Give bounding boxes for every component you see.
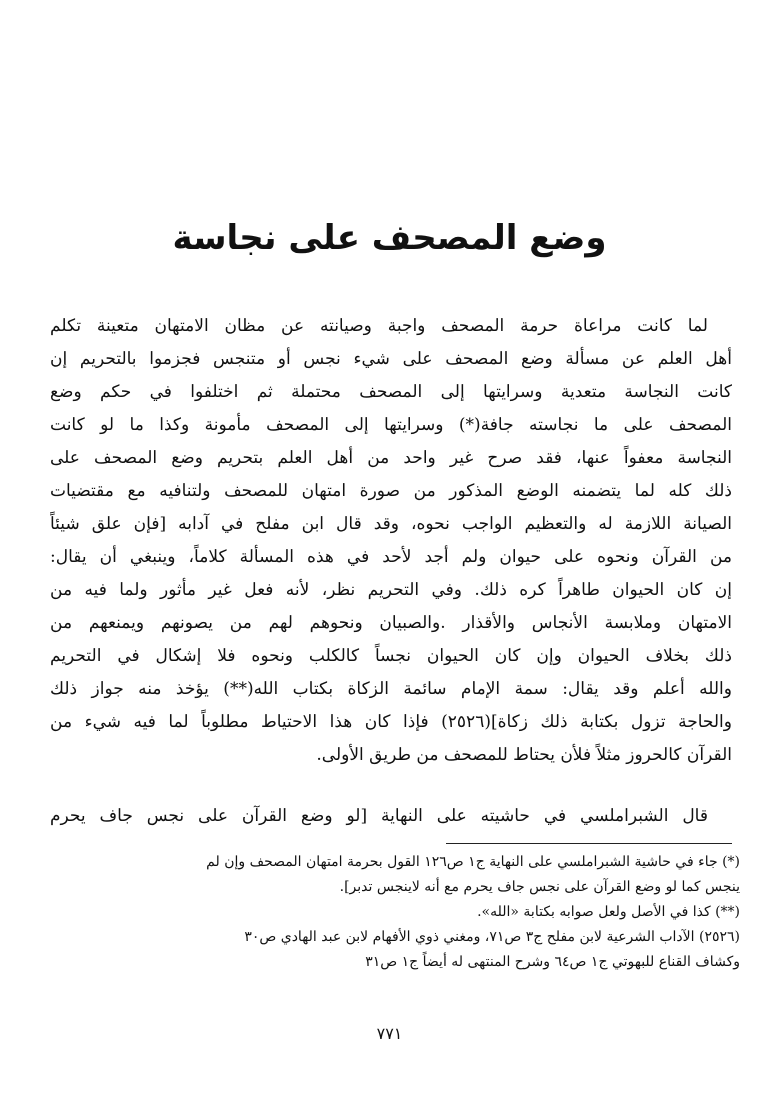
text-line: ذلك كله لما يتضمنه الوضع المذكور من صورة امتهان للمصحف ولتنافيه مع مقتضيات — [50, 481, 732, 501]
main-paragraph — [50, 310, 732, 772]
footnote-divider — [446, 843, 732, 844]
text-line: قال الشبراملسي في حاشيته على النهاية [لو وضع القرآن على نجس جاف يحرم — [50, 806, 708, 826]
page-title: وضع المصحف على نجاسة — [172, 218, 607, 258]
footnote-line: (٢٥٢٦) الآداب الشرعية لابن مفلح ج٣ ص٧١، ومغني ذوي الأفهام لابن عبد الهادي ص٣٠ — [244, 929, 740, 945]
text-line: كانت النجاسة متعدية وسرايتها إلى المصحف محتملة ثم اختلفوا في حكم وضع — [50, 382, 732, 402]
footnotes — [50, 850, 740, 975]
footnote-line: ينجس كما لو وضع القرآن على نجس جاف يحرم مع أنه لاينجس تدبر]. — [339, 879, 740, 895]
text-line: الامتهان وملابسة الأنجاس والأقذار .والصبيان ونحوهم لهم من يصونهم ويمنعهم من — [50, 613, 732, 633]
text-line: إن كان الحيوان طاهراً كره ذلك. وفي التحريم نظر، لأنه فعل غير مأثور ولما فيه من — [50, 580, 732, 600]
text-line: والله أعلم وقد يقال: سمة الإمام سائمة الزكاة بكتاب الله(**) يؤخذ منه جواز ذلك — [50, 679, 732, 699]
footnote-line: وكشاف القناع للبهوتي ج١ ص٦٤ وشرح المنتهى له أيضاً ج١ ص٣١ — [365, 954, 740, 970]
page-number: ٧٧١ — [376, 1024, 403, 1043]
footnote-line: (*) جاء في حاشية الشبراملسي على النهاية ج١ ص١٢٦ القول بحرمة امتهان المصحف وإن لم — [206, 854, 740, 870]
text-line: ذلك بخلاف الحيوان وإن كان الحيوان نجساً كالكلب ونحوه فلا إشكال في التحريم — [50, 646, 732, 666]
text-line: لما كانت مراعاة حرمة المصحف واجبة وصيانته عن مظان الامتهان متعينة تكلم — [50, 316, 708, 336]
text-line: القرآن كالحروز مثلاً فلأن يحتاط للمصحف من طريق الأولى. — [316, 745, 732, 765]
text-line: أهل العلم عن مسألة وضع المصحف على شيء نجس أو متنجس فجزموا بالتحريم إن — [50, 349, 732, 369]
text-line: النجاسة معفواً عنها، فقد صرح غير واحد من أهل العلم بتحريم وضع المصحف على — [50, 448, 732, 468]
text-line: المصحف على ما نجاسته جافة(*) وسرايتها إلى المصحف مأمونة وكذا ما لو كانت — [50, 415, 732, 435]
footnote-line: (**) كذا في الأصل ولعل صوابه بكتابة «الله». — [477, 904, 740, 920]
text-line: من القرآن ونحوه على حيوان ولم أجد لأحد في هذه المسألة كلاماً، وينبغي أن يقال: — [50, 547, 732, 567]
text-line: الصيانة اللازمة له والتعظيم الواجب نحوه، وقد قال ابن مفلح في آدابه [فإن علق شيئاً — [50, 514, 732, 534]
second-paragraph — [50, 800, 732, 833]
text-line: والحاجة تزول بكتابة ذلك زكاة](٢٥٢٦) فإذا كان هذا الاحتياط مطلوباً لما فيه شيء من — [50, 712, 732, 732]
